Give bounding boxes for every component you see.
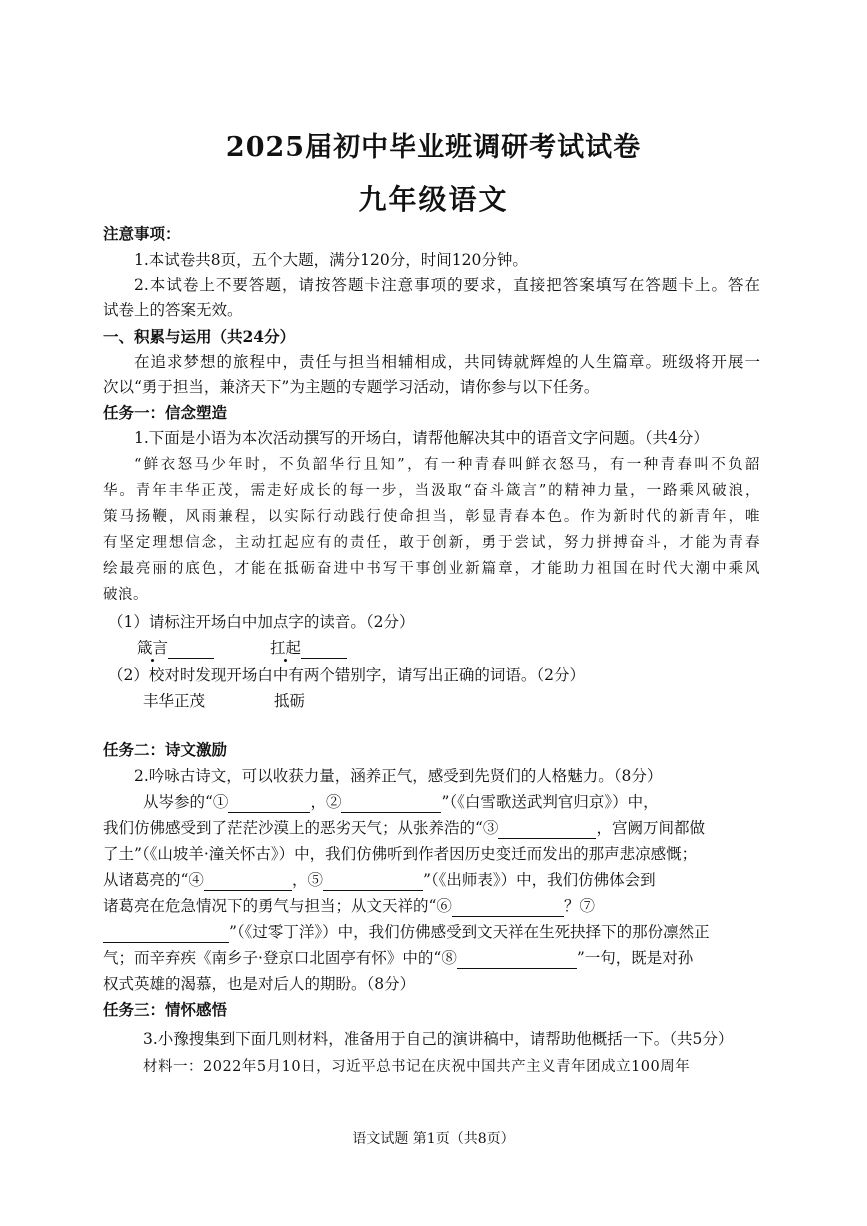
section1-intro-a: 在追求梦想的旅程中，责任与担当相辅相成，共同铸就辉煌的人生篇章。班级将开展一 xyxy=(134,353,760,371)
section1-intro-b: 次以“勇于担当，兼济天下”为主题的专题学习活动，请你参与以下任务。 xyxy=(103,378,600,396)
task3-heading: 任务三：情怀感悟 xyxy=(103,1000,228,1019)
answer-blank[interactable] xyxy=(204,874,292,891)
poem-line-1: 从岑参的“① ，② ”（《白雪歌送武判官归京》）中， xyxy=(143,793,659,811)
poem-line-5: 诸葛亮在危急情况下的勇气与担当；从文天祥的“⑥ ？⑦ xyxy=(103,897,595,915)
pinyin-item-2 xyxy=(270,637,347,659)
notice-item-2b: 试卷上的答案无效。 xyxy=(103,301,243,319)
passage-line-2: 华。青年丰华正茂，需走好成长的每一步，当汲取“奋斗箴言”的精神力量，一路乘风破浪， xyxy=(103,483,760,499)
question-3: 3.小豫搜集到下面几则材料，准备用于自己的演讲稿中，请帮助他概括一下。（共5分） xyxy=(143,1030,734,1048)
poem-line-2: 我们仿佛感受到了茫茫沙漠上的恶劣天气；从张养浩的“③ ，宫阙万间都做 xyxy=(103,819,705,837)
answer-blank[interactable] xyxy=(498,822,596,839)
pinyin-item-1 xyxy=(137,637,214,659)
passage-line-6: 破浪。 xyxy=(103,587,148,603)
exam-title: 2025届初中毕业班调研考试试卷 xyxy=(225,132,642,163)
typo-word-2: 抵砺 xyxy=(274,692,306,710)
poem-line-3: 了土”（《山坡羊·潼关怀古》）中，我们仿佛听到作者因历史变迁而发出的那声悲凉感慨； xyxy=(103,845,698,863)
notice-item-1: 1.本试卷共8页，五个大题，满分120分，时间120分钟。 xyxy=(134,251,528,269)
subquestion-2: （2）校对时发现开场白中有两个错别字，请写出正确的词语。（2分） xyxy=(108,666,585,684)
passage-line-1: “鲜衣怒马少年时，不负韶华行且知”，有一种青春叫鲜衣怒马，有一种青春叫不负韶 xyxy=(134,457,760,473)
section1-heading: 一、积累与运用（共24分） xyxy=(103,327,296,346)
answer-blank[interactable] xyxy=(228,796,310,813)
poem-line-8: 权式英雄的渴慕，也是对后人的期盼。（8分） xyxy=(103,975,416,993)
answer-blank[interactable] xyxy=(301,642,347,659)
question-2: 2.吟咏古诗文，可以收获力量，涵养正气，感受到先贤们的人格魅力。（8分） xyxy=(134,767,663,785)
typo-word-1: 丰华正茂 xyxy=(143,692,206,710)
poem-line-6: ”（《过零丁洋》）中，我们仿佛感受到文天祥在生死抉择下的那份凛然正 xyxy=(103,921,710,943)
answer-blank[interactable] xyxy=(323,874,423,891)
answer-blank[interactable] xyxy=(168,642,214,659)
task1-heading: 任务一：信念塑造 xyxy=(103,403,228,422)
poem-line-4: 从诸葛亮的“④ ，⑤ ”（《出师表》）中，我们仿佛体会到 xyxy=(103,871,656,889)
dotted-word-2: 扛起 xyxy=(270,639,302,657)
notice-heading: 注意事项： xyxy=(103,224,181,243)
material-1: 材料一：2022年5月10日，习近平总书记在庆祝中国共产主义青年团成立100周年 xyxy=(143,1059,691,1075)
passage-line-3: 策马扬鞭，风雨兼程，以实际行动践行使命担当，彰显青春本色。作为新时代的新青年，唯 xyxy=(103,509,760,525)
page-footer: 语文试题 第1页（共8页） xyxy=(352,1131,515,1147)
dotted-word-1: 箴言 xyxy=(137,639,169,657)
answer-blank[interactable] xyxy=(452,900,564,917)
exam-subtitle: 九年级语文 xyxy=(358,183,509,216)
notice-item-2a: 2.本试卷上不要答题，请按答题卡注意事项的要求，直接把答案填写在答题卡上。答在 xyxy=(134,276,760,294)
question-1: 1.下面是小语为本次活动撰写的开场白，请帮他解决其中的语音文字问题。（共4分） xyxy=(134,429,709,447)
poem-line-7: 气；而辛弃疾《南乡子·登京口北固亭有怀》中的“⑧ ”一句，既是对孙 xyxy=(103,949,694,967)
answer-blank[interactable] xyxy=(103,926,229,943)
passage-line-4: 有坚定理想信念，主动扛起应有的责任，敢于创新，勇于尝试，努力拼搏奋斗，才能为青春 xyxy=(103,535,760,551)
answer-blank[interactable] xyxy=(457,952,577,969)
passage-line-5: 绘最亮丽的底色，才能在抵砺奋进中书写干事创业新篇章，才能助力祖国在时代大潮中乘风 xyxy=(103,561,760,577)
answer-blank[interactable] xyxy=(341,796,441,813)
task2-heading: 任务二：诗文激励 xyxy=(103,740,228,759)
subquestion-1: （1）请标注开场白中加点字的读音。（2分） xyxy=(108,613,415,631)
